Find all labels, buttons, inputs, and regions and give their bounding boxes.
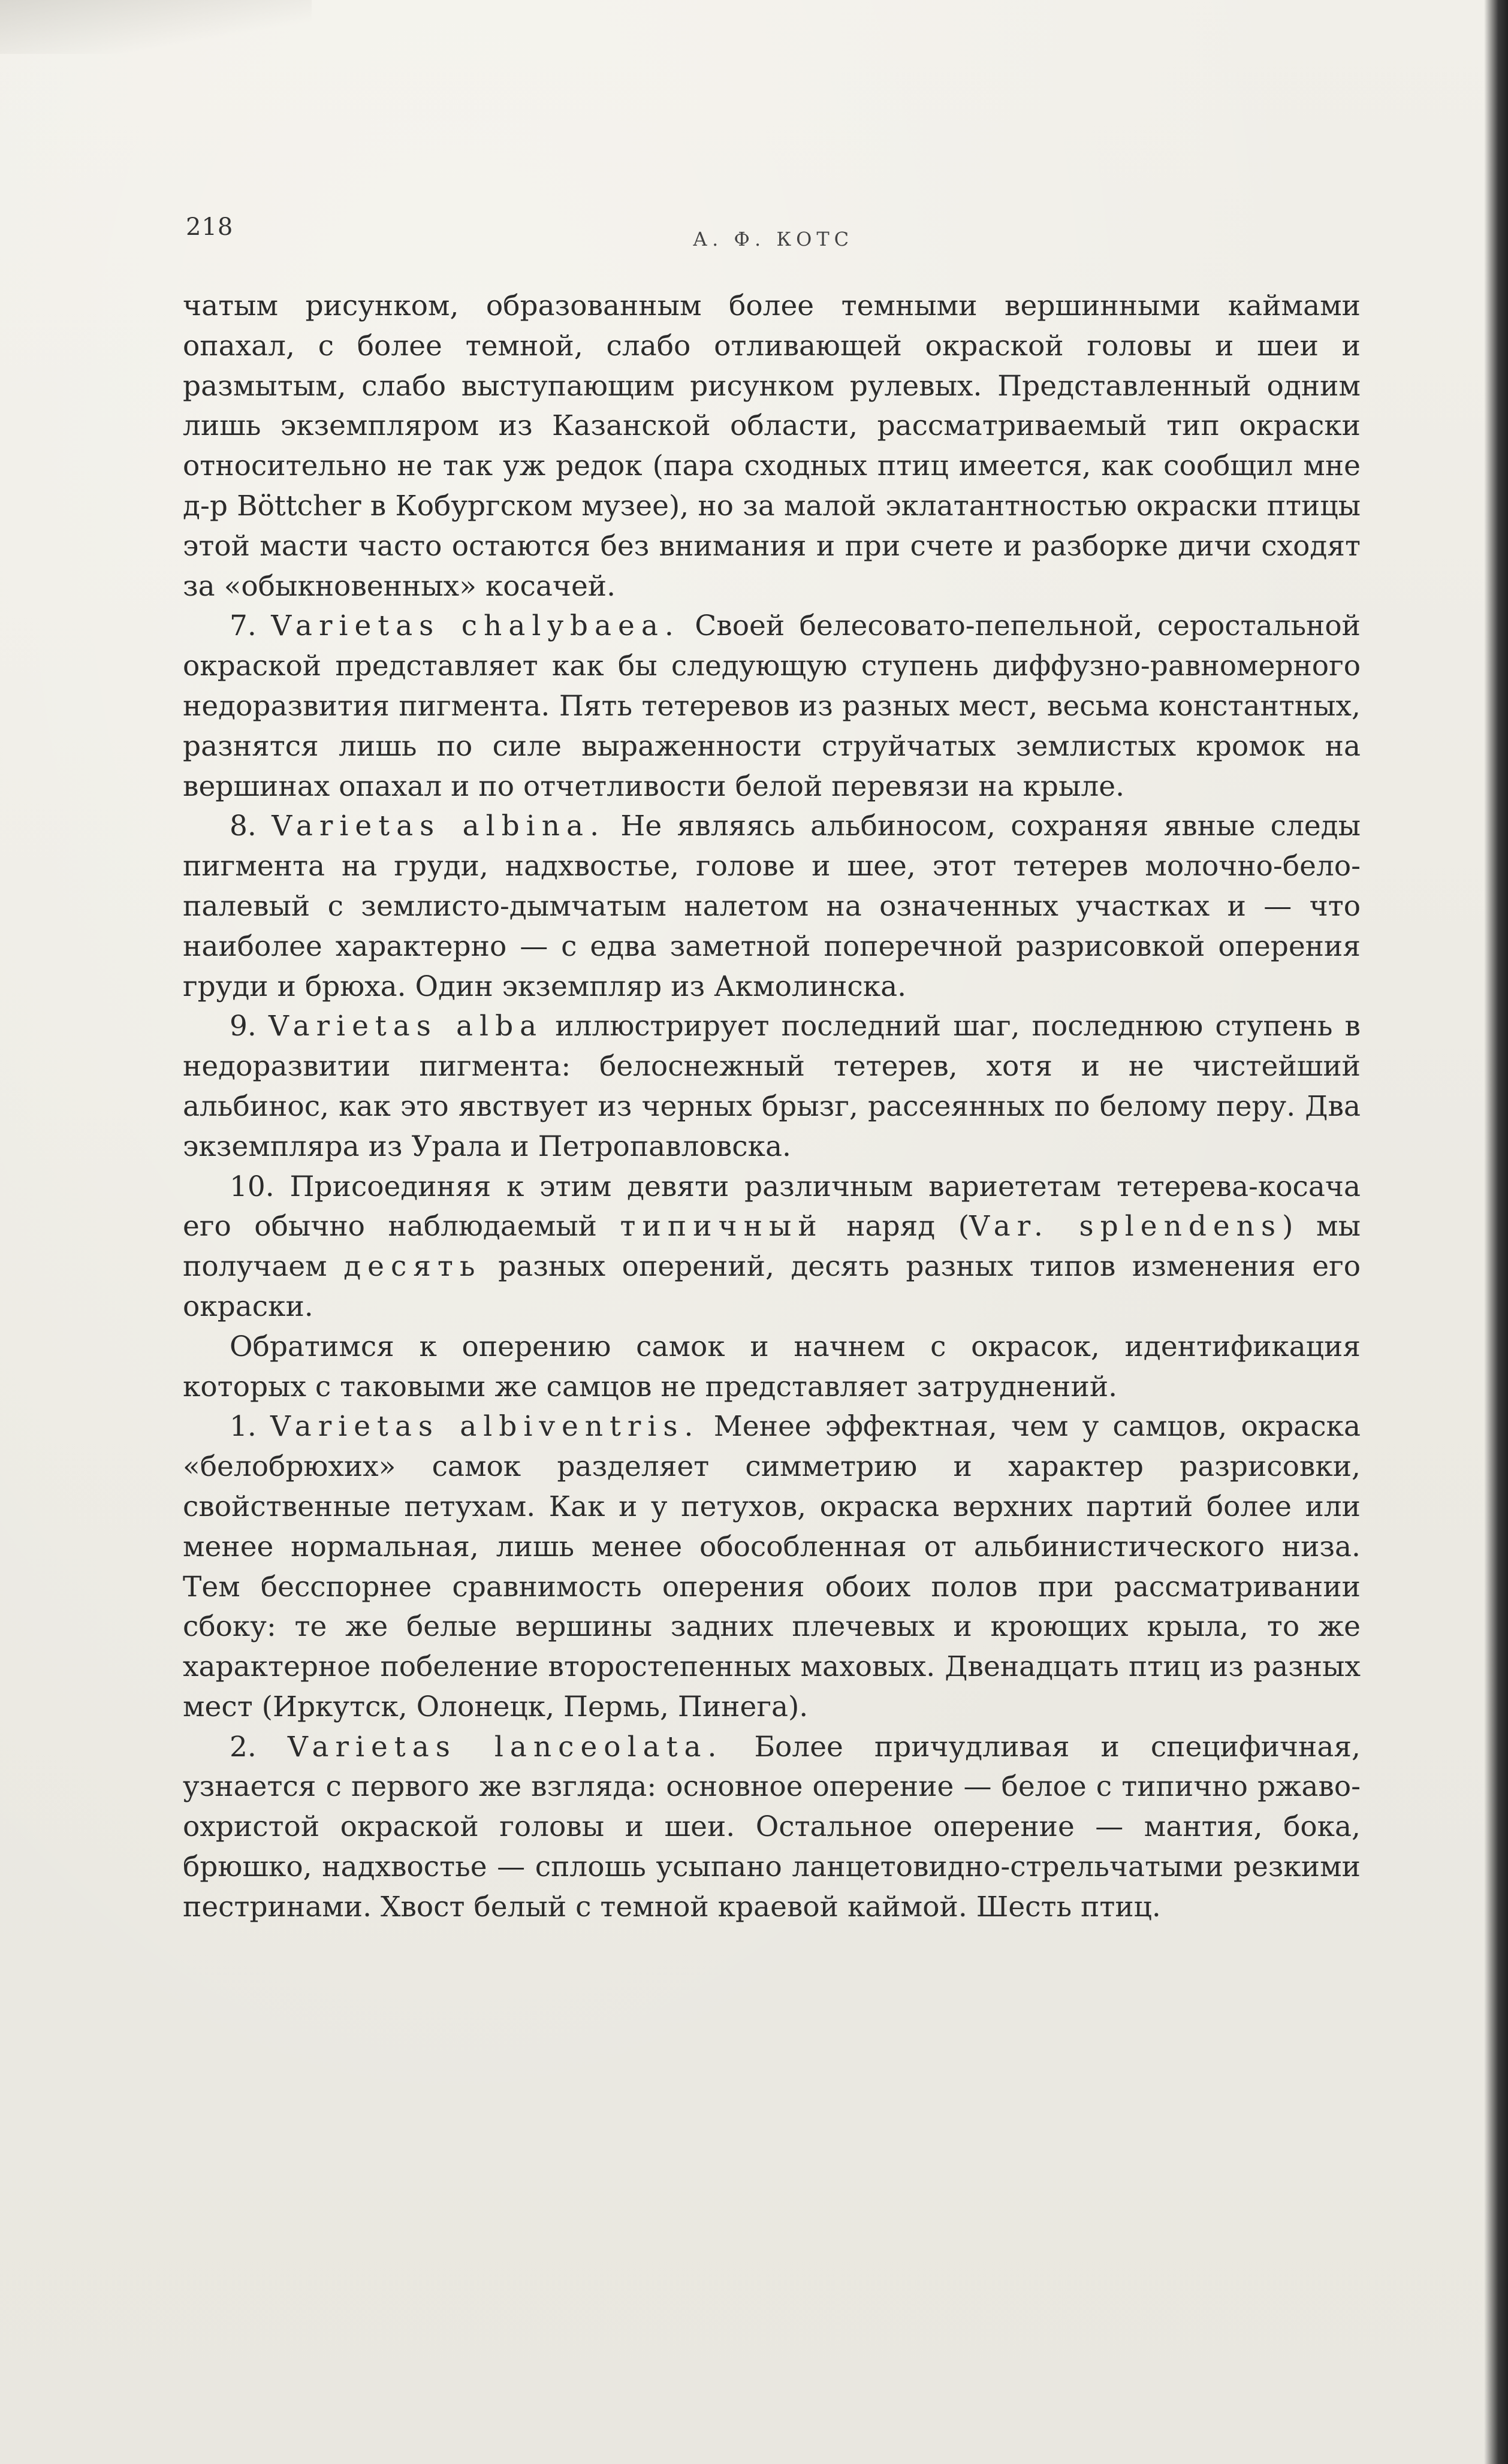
page-right-edge	[1484, 0, 1508, 2464]
body-text	[183, 286, 1361, 1928]
paragraph-female-variety-2	[183, 1728, 1361, 1928]
paragraph-text: Своей белесовато-пепельной, серостальной окраской представляет как бы следующую ступень диффузно-равномерного недоразвития пигмента. Пять тетеревов из разных мест, весьма константных, разнятся лишь по силе выраженности струйчатых землистых кромок на вершинах опахал и по отчетливости белой перевязи на крыле.	[183, 609, 1361, 803]
item-number: 8.	[230, 810, 257, 843]
paragraph-females-intro	[183, 1327, 1361, 1408]
spaced-word: десять	[343, 1250, 482, 1284]
page-header	[186, 210, 1361, 258]
paragraph-variety-9	[183, 1007, 1361, 1167]
variety-name: Varietas alba	[268, 1010, 544, 1043]
paragraph-variety-7	[183, 606, 1361, 807]
paragraph-part: ) мы получаем	[183, 1210, 1361, 1284]
paragraph-continuation	[183, 286, 1361, 606]
paragraph-text: Обратимся к оперению самок и начнем с окрасок, идентификация которых с таковыми же самцов не представляет затруднений.	[183, 1330, 1361, 1403]
spaced-word: Var. splendens	[969, 1210, 1283, 1243]
variety-name: Varietas albina.	[272, 810, 606, 843]
item-number: 10.	[230, 1170, 275, 1203]
item-number: 7.	[230, 609, 257, 643]
running-head: А. Ф. КОТС	[692, 228, 854, 250]
variety-name: Varietas albiventris.	[270, 1410, 700, 1444]
item-number: 1.	[230, 1410, 257, 1444]
paragraph-summary-10	[183, 1167, 1361, 1327]
item-number: 9.	[230, 1010, 257, 1043]
spaced-word: типичный	[620, 1210, 824, 1243]
paragraph-text: Не являясь альбиносом, сохраняя явные следы пигмента на груди, надхвостье, голове и шее, этот тетерев молочно-бело-палевый с землисто-дымчатым налетом на означенных участках и — что наиболее характерно — с едва заметной поперечной разрисовкой оперения груди и брюха. Один экземпляр из Акмолинска.	[183, 810, 1361, 1003]
paragraph-part: Присоединяя к этим девяти различным вариететам тетерева-косача его обычно наблюдаемый	[183, 1170, 1361, 1243]
variety-name: Varietas chalybaea.	[271, 609, 680, 643]
paragraph-text: Более причудливая и специфичная, узнается с первого же взгляда: основное оперение — белое с типично ржаво-охристой окраской головы и шеи. Остальное оперение — мантия, бока, брюшко, надхвостье — сплошь усыпано ланцетовидно-стрельчатыми резкими пестринами. Хвост белый с темной краевой каймой. Шесть птиц.	[183, 1730, 1361, 1924]
paragraph-text: чатым рисунком, образованным более темными вершинными каймами опахал, с более темной, слабо отливающей окраской головы и шеи и размытым, слабо выступающим рисунком рулевых. Представленный одним лишь экземпляром из Казанской области, рассматриваемый тип окраски относительно не так уж редок (пара сходных птиц имеется, как сообщил мне д-р Böttcher в Кобургском музее), но за малой эклатантностью окраски птицы этой масти часто остаются без внимания и при счете и разборке дичи сходят за «обыкновенных» косачей.	[183, 289, 1361, 603]
page-number: 218	[186, 213, 234, 241]
page-corner-shadow	[0, 0, 312, 54]
paragraph-part: наряд (	[823, 1210, 970, 1243]
paragraph-part: разных оперений, десять разных типов изменения его окраски.	[183, 1250, 1361, 1323]
paragraph-text: Менее эффектная, чем у самцов, окраска «белобрюхих» самок разделяет симметрию и характер разрисовки, свойственные петухам. Как и у петухов, окраска верхних партий более или менее нормальная, лишь менее обособленная от альбинистического низа. Тем бесспорнее сравнимость оперения обоих полов при рассматривании сбоку: те же белые вершины задних плечевых и кроющих крыла, то же характерное побеление второстепенных маховых. Двенадцать птиц из разных мест (Иркутск, Олонецк, Пермь, Пинега).	[183, 1410, 1361, 1723]
variety-name: Varietas lanceolata.	[287, 1730, 723, 1764]
paragraph-text: иллюстрирует последний шаг, последнюю ступень в недоразвитии пигмента: белоснежный тетерев, хотя и не чистейший альбинос, как это явствует из черных брызг, рассеянных по белому перу. Два экземпляра из Урала и Петропавловска.	[183, 1010, 1361, 1163]
paragraph-female-variety-1	[183, 1407, 1361, 1727]
item-number: 2.	[230, 1730, 257, 1764]
paragraph-variety-8	[183, 807, 1361, 1007]
